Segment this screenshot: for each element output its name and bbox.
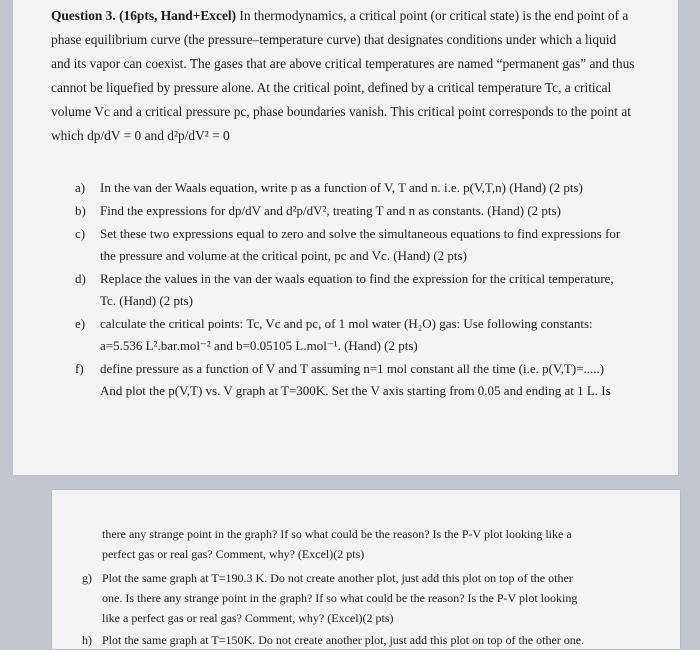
question-c-text-1: Set these two expressions equal to zero and solve the simultaneous equations to find expressions for [100, 226, 621, 241]
question-c-text-2: the pressure and volume at the critical point, pc and Vc. (Hand) (2 pts) [100, 248, 467, 263]
intro-line-4: cannot be liquefied by pressure alone. At the critical point, defined by a critical temperature Tc, a critical [51, 80, 612, 95]
question-b-text: Find the expressions for dp/dV and d²p/dV², treating T and n as constants. (Hand) (2 pts) [100, 203, 561, 218]
intro-line-3: and its vapor can coexist. The gases that are above critical temperatures are named “permanent gas” and thus [51, 56, 635, 71]
question-c-label: c) [75, 226, 86, 241]
question-b-label: b) [75, 203, 86, 218]
question-g-text-2: one. Is there any strange point in the graph? If so what could be the reason? Is the P-V plot looking [102, 591, 578, 605]
question-e-label: e) [75, 316, 86, 331]
question-e-text-2: a=5.536 L².bar.mol⁻² and b=0.05105 L.mol⁻¹. (Hand) (2 pts) [100, 338, 418, 353]
question-f-text-2: And plot the p(V,T) vs. V graph at T=300K. Set the V axis starting from 0.05 and ending at 1 L. Is [100, 383, 611, 398]
continuation-line-2: perfect gas or real gas? Comment, why? (Excel)(2 pts) [102, 547, 365, 561]
intro-line-2: phase equilibrium curve (the pressure–temperature curve) that designates conditions under which a liquid [51, 32, 617, 47]
question-f-label: f) [75, 361, 84, 376]
question-d-text-2: Tc. (Hand) (2 pts) [100, 293, 193, 308]
intro-line-5: volume Vc and a critical pressure pc, phase boundaries vanish. This critical point corresponds to the point at [51, 104, 631, 119]
intro-line-1: Question 3. (16pts, Hand+Excel) In thermodynamics, a critical point (or critical state) is the end point of a [51, 8, 629, 23]
continuation-line-1: there any strange point in the graph? If so what could be the reason? Is the P-V plot looking like a [102, 527, 572, 541]
question-d-text-1: Replace the values in the van der waals equation to find the expression for the critical temperature, [100, 271, 614, 286]
intro-line-6: which dp/dV = 0 and d²p/dV² = 0 [51, 128, 230, 143]
question-a-text: In the van der Waals equation, write p as a function of V, T and n. i.e. p(V,T,n) (Hand) (2 pts) [100, 180, 583, 195]
question-a-label: a) [75, 180, 86, 195]
question-g-text-3: like a perfect gas or real gas? Comment, why? (Excel)(2 pts) [102, 611, 394, 625]
page-2 [52, 490, 680, 649]
question-e-text-1: calculate the critical points: Tc, Vc and pc, of 1 mol water (H₂O) gas: Use following constants: [100, 316, 593, 331]
question-heading: Question 3. (16pts, Hand+Excel) [51, 8, 237, 23]
page-1 [13, 0, 678, 475]
question-h-label: h) [82, 633, 92, 647]
question-g-label: g) [82, 571, 92, 585]
question-h-text: Plot the same graph at T=150K. Do not create another plot, just add this plot on top of the other one. [102, 633, 585, 647]
question-f-text-1: define pressure as a function of V and T assuming n=1 mol constant all the time (i.e. p(V,T)=.....) [100, 361, 605, 376]
question-d-label: d) [75, 271, 86, 286]
question-g-text-1: Plot the same graph at T=190.3 K. Do not create another plot, just add this plot on top of the other [102, 571, 573, 585]
